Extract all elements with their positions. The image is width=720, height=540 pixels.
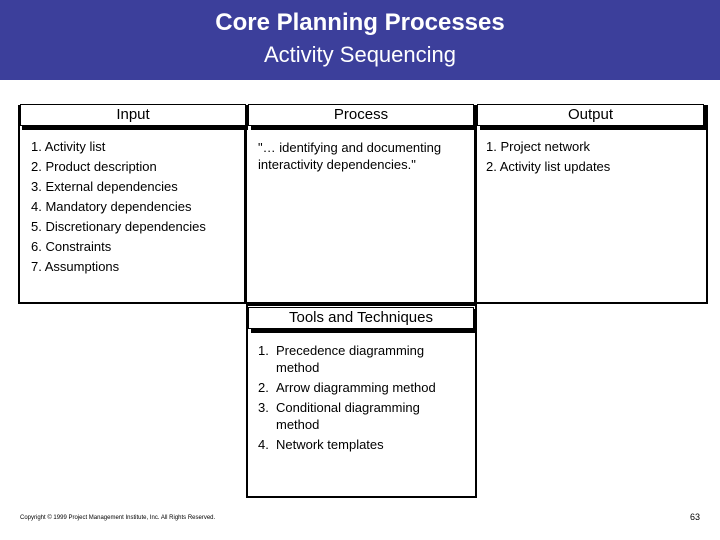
input-heading: Input [20,104,246,126]
input-item: 7. Assumptions [31,259,120,274]
tools-item-number: 1. [258,343,269,358]
output-item: 2. Activity list updates [486,159,611,174]
tools-item [258,436,468,453]
tools-item-text: Conditional diagramming method [276,400,420,432]
tools-item-number: 4. [258,437,269,452]
title-banner [0,0,720,80]
column-divider-left [244,105,247,304]
tools-list [258,342,468,456]
input-list [31,137,241,277]
tools-item-number: 2. [258,380,269,395]
tools-item [258,399,468,433]
tools-item-text: Precedence diagramming method [276,343,425,375]
tools-item-text: Network templates [276,437,384,452]
process-heading: Process [248,104,474,126]
input-item: 4. Mandatory dependencies [31,199,192,214]
output-item: 1. Project network [486,139,591,154]
input-item: 3. External dependencies [31,179,178,194]
column-divider-right [474,105,477,304]
output-list [486,137,686,177]
slide-subtitle: Activity Sequencing [264,42,456,67]
copyright-notice: Copyright © 1999 Project Management Institute, Inc. All Rights Reserved. [20,515,216,521]
output-heading: Output [477,104,704,126]
input-item: 6. Constraints [31,239,112,254]
page-number: 63 [689,512,700,522]
tools-item-number: 3. [258,400,269,415]
tools-item [258,379,468,396]
input-item: 5. Discretionary dependencies [31,219,206,234]
input-item: 1. Activity list [31,139,106,154]
input-item: 2. Product description [31,159,157,174]
slide-title: Core Planning Processes [215,9,505,36]
process-description: "… identifying and documenting interactivity dependencies." [258,140,442,172]
tools-item-text: Arrow diagramming method [276,380,436,395]
tools-item [258,342,468,376]
tools-heading: Tools and Techniques [248,307,474,329]
